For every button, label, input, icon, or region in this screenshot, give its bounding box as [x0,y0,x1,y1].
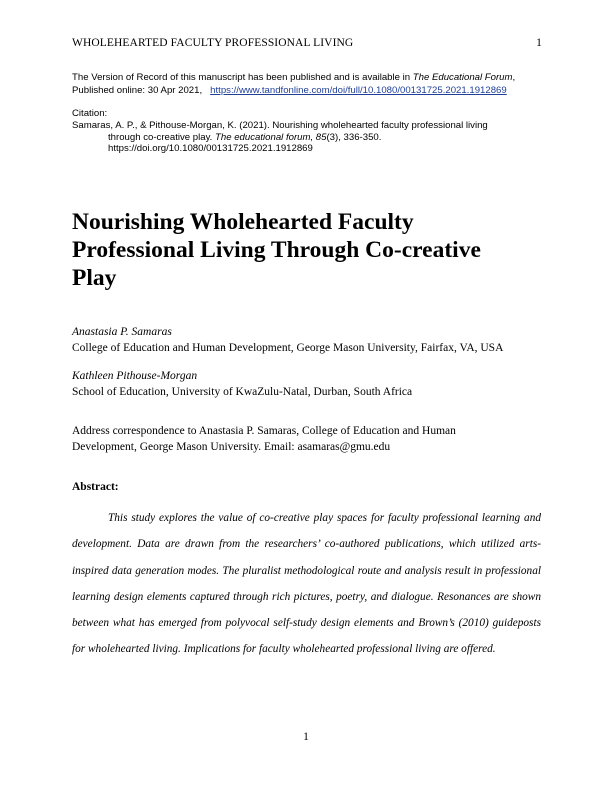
citation-line2: through co-creative play. The educational forum, 85(3), 336-350. [108,131,382,143]
citation-label: Citation: [72,108,108,119]
title-line-1: Nourishing Wholehearted Faculty [72,209,414,235]
running-head-title: WHOLEHEARTED FACULTY PROFESSIONAL LIVING [72,37,354,49]
journal-name: The Educational Forum [412,72,513,83]
author-name: Kathleen Pithouse-Morgan [72,370,198,382]
title-line-2: Professional Living Through Co-creative [72,237,481,263]
version-of-record-note [72,72,552,97]
author-block-1 [72,324,552,356]
version-note-line1: The Version of Record of this manuscript has been published and is available in The Educational Forum, [72,72,516,83]
author-affiliation: College of Education and Human Development, George Mason University, Fairfax, VA, USA [72,342,504,354]
correspondence-address [72,424,502,455]
paper-title [72,208,532,292]
version-note-line2: Published online: 30 Apr 2021, https://www.tandfonline.com/doi/full/10.1080/00131725.2021.1912869 [72,84,507,96]
footer-page-number: 1 [303,731,309,743]
abstract-text: This study explores the value of co-creative play spaces for faculty professional learning and development. Data are drawn from the researchers’ co-authored publications, which utilized arts-inspired data generation modes. The pluralist methodological route and analysis result in professional learning design elements captured through rich pictures, poetry, and dialogue. Resonances are shown between what has emerged from polyvocal self-study design elements and Brown’s (2010) guideposts for wholehearted living. Implications for faculty wholehearted professional living are offered. [72,512,541,656]
running-head [72,37,542,49]
correspondence-line2: Development, George Mason University. Email: asamaras@gmu.edu [72,440,391,453]
citation-line1: Samaras, A. P., & Pithouse-Morgan, K. (2021). Nourishing wholehearted faculty professional living [72,119,488,131]
citation-journal: The educational forum, 85 [215,131,327,143]
correspondence-line1: Address correspondence to Anastasia P. Samaras, College of Education and Human [72,425,456,437]
author-name: Anastasia P. Samaras [72,326,172,338]
author-block-2 [72,368,552,400]
citation-block [72,108,552,155]
author-affiliation: School of Education, University of KwaZulu-Natal, Durban, South Africa [72,386,413,398]
citation-doi: https://doi.org/10.1080/00131725.2021.1912869 [108,143,313,155]
version-of-record-link[interactable]: https://www.tandfonline.com/doi/full/10.1080/00131725.2021.1912869 [210,84,507,96]
running-head-page-number: 1 [536,37,542,49]
title-line-3: Play [72,265,117,291]
abstract-heading: Abstract: [72,481,119,493]
